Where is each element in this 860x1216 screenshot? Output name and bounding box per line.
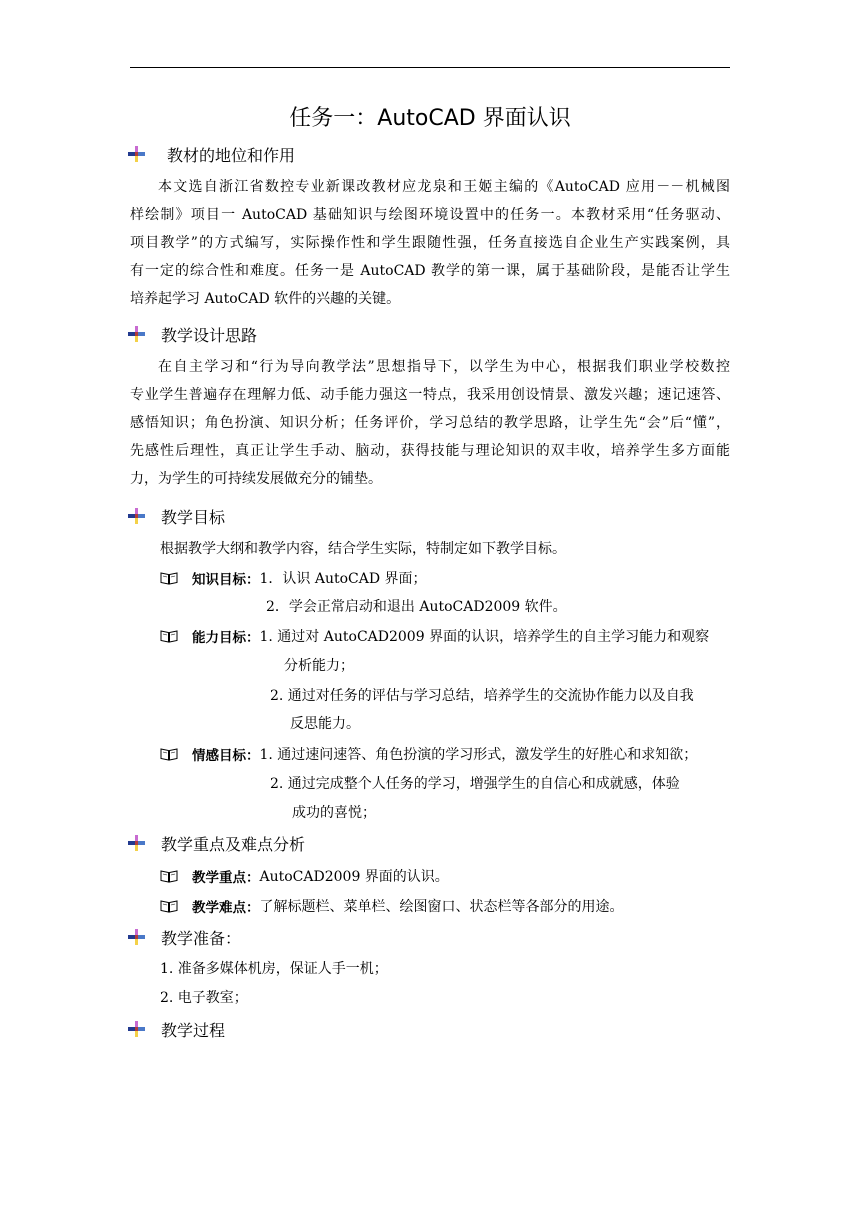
section-heading-text: 教学准备： xyxy=(161,928,242,948)
list-item: 1. 准备多媒体机房，保证人手一机； xyxy=(160,961,388,977)
objectives-intro: 根据教学大纲和教学内容，结合学生实际，特制定如下教学目标。 xyxy=(160,541,566,557)
section-heading-text: 教学目标 xyxy=(161,507,226,527)
section-heading-preparation xyxy=(128,925,241,949)
goal-item: 1．认识 AutoCAD 界面； xyxy=(259,571,427,587)
goal-item: AutoCAD2009 界面的认识。 xyxy=(259,869,449,885)
cross-diamond-bullet-icon xyxy=(128,1021,145,1037)
paragraph-line: 样绘制》项目一 AutoCAD 基础知识与绘图环境设置中的任务一。本教材采用“任务驱动、 xyxy=(130,207,730,223)
section-heading-text: 教学设计思路 xyxy=(161,325,258,345)
difficult-point xyxy=(160,892,624,920)
paragraph-line: 本文选自浙江省数控专业新课改教材应龙泉和王姬主编的《AutoCAD 应用－－机械图 xyxy=(158,179,730,195)
goal-item: 2．学会正常启动和退出 AutoCAD2009 软件。 xyxy=(266,599,567,615)
goal-item-continuation: 分析能力； xyxy=(284,658,354,674)
paragraph-line: 感悟知识；角色扮演、知识分析；任务评价，学习总结的教学思路，让学生先“会”后“懂”， xyxy=(130,415,730,431)
section-heading-design xyxy=(128,322,257,346)
paragraph-line: 在自主学习和“行为导向教学法”思想指导下，以学生为中心，根据我们职业学校数控 xyxy=(158,359,730,375)
section-heading-text: 教材的地位和作用 xyxy=(167,145,296,165)
goal-label: 教学难点： xyxy=(192,900,260,916)
section-heading-objectives xyxy=(128,504,225,528)
paragraph-position xyxy=(130,173,730,313)
page-title: 任务一：AutoCAD 界面认识 xyxy=(289,106,571,131)
goal-label: 能力目标： xyxy=(192,630,260,646)
section-heading-text: 教学过程 xyxy=(161,1020,226,1040)
goal-item: 2. 通过完成整个人任务的学习，增强学生的自信心和成就感，体验 xyxy=(270,776,680,792)
goal-label: 教学重点： xyxy=(192,870,260,886)
goal-item-continuation: 反思能力。 xyxy=(290,716,360,732)
open-book-icon xyxy=(160,747,178,761)
goal-item: 2. 通过对任务的评估与学习总结，培养学生的交流协作能力以及自我 xyxy=(270,688,694,704)
paragraph-design xyxy=(130,353,730,493)
paragraph-line: 力，为学生的可持续发展做充分的铺垫。 xyxy=(130,471,382,487)
paragraph-line: 有一定的综合性和难度。任务一是 AutoCAD 教学的第一课，属于基础阶段，是能否让学生 xyxy=(130,263,730,279)
section-heading-text: 教学重点及难点分析 xyxy=(161,834,306,854)
key-point xyxy=(160,862,449,890)
ability-goal xyxy=(160,622,709,650)
knowledge-goal xyxy=(160,564,427,592)
open-book-icon xyxy=(160,571,178,585)
open-book-icon xyxy=(160,899,178,913)
goal-item-continuation: 成功的喜悦； xyxy=(292,805,376,821)
paragraph-line: 专业学生普遍存在理解力低、动手能力强这一特点，我采用创设情景、激发兴趣；速记速答、 xyxy=(130,387,730,403)
section-heading-key-points xyxy=(128,831,305,855)
emotion-goal xyxy=(160,740,697,768)
cross-diamond-bullet-icon xyxy=(128,508,145,524)
cross-diamond-bullet-icon xyxy=(128,146,145,162)
open-book-icon xyxy=(160,869,178,883)
paragraph-line: 先感性后理性，真正让学生手动、脑动，获得技能与理论知识的双丰收，培养学生多方面能 xyxy=(130,443,730,459)
section-heading-process xyxy=(128,1017,225,1041)
goal-label: 情感目标： xyxy=(192,748,260,764)
section-heading-position xyxy=(128,142,295,166)
list-item: 2. 电子教室； xyxy=(160,990,248,1006)
cross-diamond-bullet-icon xyxy=(128,835,145,851)
goal-item: 了解标题栏、菜单栏、绘图窗口、状态栏等各部分的用途。 xyxy=(259,899,624,915)
goal-item: 1. 通过速问速答、角色扮演的学习形式，激发学生的好胜心和求知欲； xyxy=(259,747,698,763)
cross-diamond-bullet-icon xyxy=(128,326,145,342)
cross-diamond-bullet-icon xyxy=(128,929,145,945)
paragraph-line: 培养起学习 AutoCAD 软件的兴趣的关键。 xyxy=(130,291,401,307)
goal-label: 知识目标： xyxy=(192,572,260,588)
header-rule xyxy=(130,67,730,68)
goal-item: 1. 通过对 AutoCAD2009 界面的认识，培养学生的自主学习能力和观察 xyxy=(259,629,710,645)
open-book-icon xyxy=(160,629,178,643)
paragraph-line: 项目教学”的方式编写，实际操作性和学生跟随性强，任务直接选自企业生产实践案例，具 xyxy=(130,235,730,251)
